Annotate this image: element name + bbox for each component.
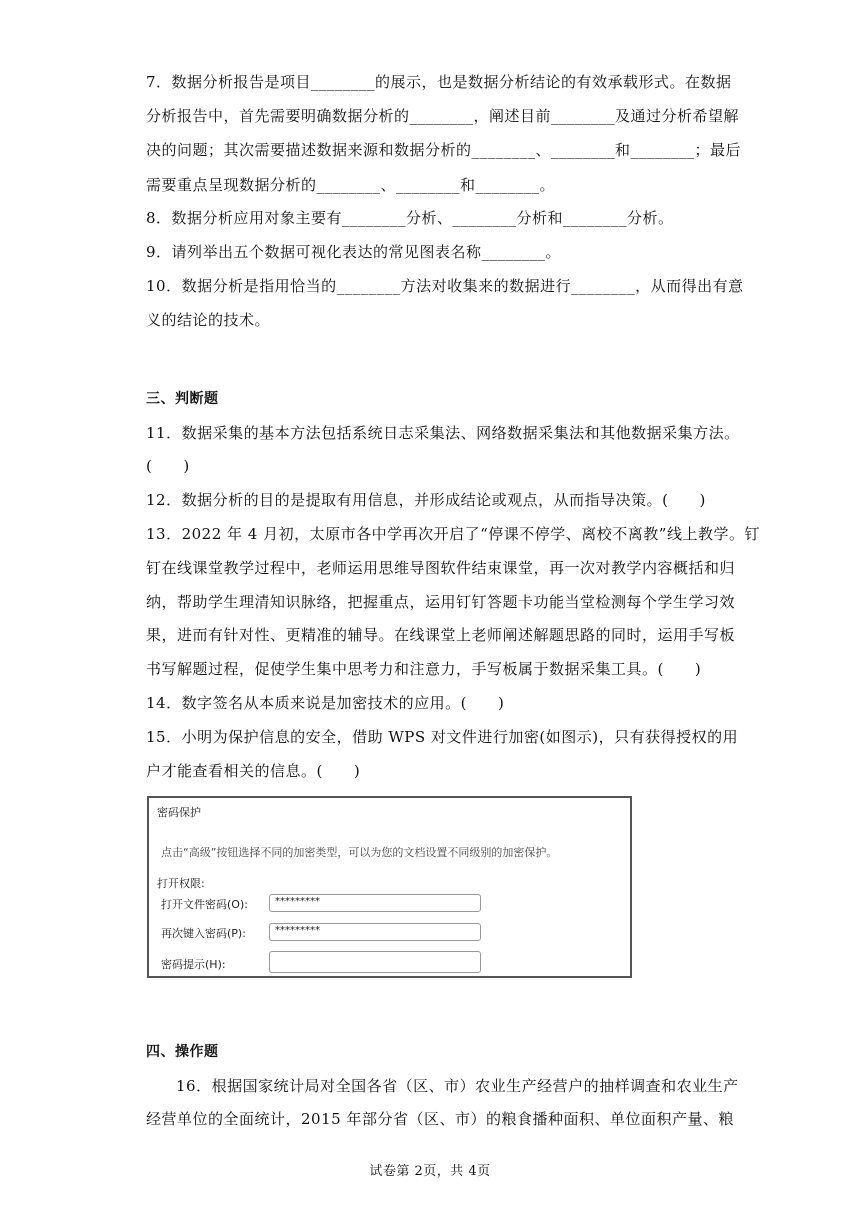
section-heading-true-false: 三、判断题 <box>146 391 219 407</box>
section-heading-operation: 四、操作题 <box>146 1044 219 1060</box>
confirm-password-input[interactable]: ********* <box>269 923 481 941</box>
password-hint-label: 密码提示(H): <box>161 958 226 971</box>
question-16-line-1: 16．根据国家统计局对全国各省（区、市）农业生产经营户的抽样调查和农业生产 <box>176 1077 739 1095</box>
question-10-line-1: 10．数据分析是指用恰当的________方法对收集来的数据进行________，从而得出有意 <box>146 277 744 295</box>
question-13-line-2: 钉在线课堂教学过程中，老师运用思维导图软件结束课堂，再一次对教学内容概括和归 <box>146 559 736 577</box>
confirm-password-label: 再次键入密码(P): <box>161 927 246 940</box>
question-13-line-5: 书写解题过程，促使学生集中思考力和注意力，手写板属于数据采集工具。( ) <box>146 660 702 678</box>
question-7-line-2: 分析报告中，首先需要明确数据分析的________，阐述目前________及通过分析希望解 <box>146 107 740 125</box>
question-7-line-4: 需要重点呈现数据分析的________、________和________。 <box>146 176 556 194</box>
dialog-description: 点击“高级”按钮选择不同的加密类型，可以为您的文档设置不同级别的加密保护。 <box>161 846 558 859</box>
open-permission-label: 打开权限: <box>157 877 205 890</box>
question-15-line-1: 15．小明为保护信息的安全，借助 WPS 对文件进行加密(如图示)，只有获得授权的用 <box>146 728 739 746</box>
question-8: 8．数据分析应用对象主要有________分析、________分析和________分析。 <box>146 209 674 227</box>
question-11-line-1: 11．数据采集的基本方法包括系统日志采集法、网络数据采集法和其他数据采集方法。 <box>146 424 740 442</box>
question-12: 12．数据分析的目的是提取有用信息，并形成结论或观点，从而指导决策。( ) <box>146 491 706 509</box>
question-15-line-2: 户才能查看相关的信息。( ) <box>146 762 361 780</box>
question-10-line-2: 义的结论的技术。 <box>146 311 271 329</box>
question-13-line-1: 13．2022 年 4 月初，太原市各中学再次开启了“停课不停学、离校不离教”线上教学。钉 <box>146 525 760 543</box>
question-13-line-4: 果，进而有针对性、更精准的辅导。在线课堂上老师阐述解题思路的同时，运用手写板 <box>146 626 736 644</box>
password-protection-figure <box>147 796 632 978</box>
question-16-line-2: 经营单位的全面统计，2015 年部分省（区、市）的粮食播种面积、单位面积产量、粮 <box>146 1110 734 1128</box>
dialog-title: 密码保护 <box>157 806 201 819</box>
question-7-line-3: 决的问题；其次需要描述数据来源和数据分析的________、________和________；最后 <box>146 141 742 159</box>
question-11-line-2: ( ) <box>146 457 190 475</box>
page-footer: 试卷第 2页，共 4页 <box>369 1164 491 1179</box>
open-password-label: 打开文件密码(O): <box>161 898 248 911</box>
open-password-input[interactable]: ********* <box>269 894 481 912</box>
question-7-line-1: 7．数据分析报告是项目________的展示，也是数据分析结论的有效承载形式。在数据 <box>146 73 732 91</box>
question-14: 14．数字签名从本质来说是加密技术的应用。( ) <box>146 694 505 712</box>
question-13-line-3: 纳，帮助学生理清知识脉络，把握重点，运用钉钉答题卡功能当堂检测每个学生学习效 <box>146 593 736 611</box>
password-hint-input[interactable] <box>269 951 481 973</box>
question-9: 9．请列举出五个数据可视化表达的常见图表名称________。 <box>146 243 562 261</box>
